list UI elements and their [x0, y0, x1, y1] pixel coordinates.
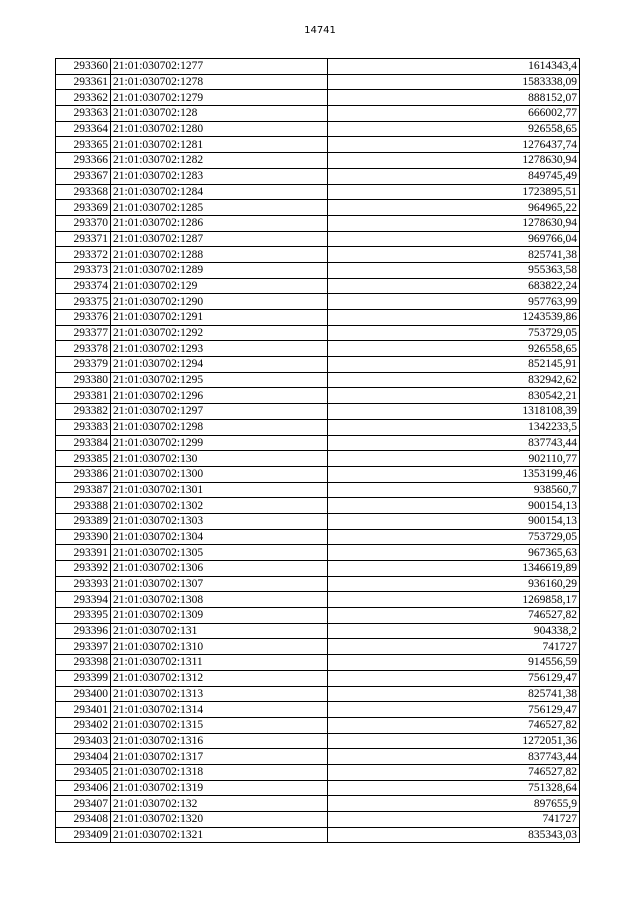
table-row [56, 670, 580, 686]
table-row [56, 90, 580, 106]
cadastral-number-cell: 21:01:030702:1321 [111, 827, 328, 843]
cadastral-value-cell: 914556,59 [328, 655, 580, 671]
row-number-cell: 293397 [56, 639, 111, 655]
row-number-cell: 293371 [56, 231, 111, 247]
row-number-cell: 293393 [56, 576, 111, 592]
row-number-cell: 293404 [56, 749, 111, 765]
row-number-cell: 293370 [56, 215, 111, 231]
cadastral-value-cell: 683822,24 [328, 278, 580, 294]
table-row [56, 592, 580, 608]
cadastral-value-cell: 1278630,94 [328, 215, 580, 231]
table-row [56, 529, 580, 545]
table-row [56, 686, 580, 702]
cadastral-value-cell: 1269858,17 [328, 592, 580, 608]
cadastral-number-cell: 21:01:030702:130 [111, 451, 328, 467]
cadastral-number-cell: 21:01:030702:1298 [111, 419, 328, 435]
row-number-cell: 293383 [56, 419, 111, 435]
cadastral-number-cell: 21:01:030702:1303 [111, 513, 328, 529]
cadastral-value-cell: 955363,58 [328, 262, 580, 278]
row-number-cell: 293399 [56, 670, 111, 686]
registry-table [55, 58, 580, 843]
row-number-cell: 293366 [56, 153, 111, 169]
cadastral-value-cell: 825741,38 [328, 686, 580, 702]
table-row [56, 451, 580, 467]
row-number-cell: 293360 [56, 59, 111, 75]
row-number-cell: 293408 [56, 812, 111, 828]
cadastral-value-cell: 849745,49 [328, 168, 580, 184]
table-row [56, 388, 580, 404]
cadastral-value-cell: 835343,03 [328, 827, 580, 843]
row-number-cell: 293402 [56, 717, 111, 733]
table-row [56, 262, 580, 278]
cadastral-value-cell: 1318108,39 [328, 404, 580, 420]
table-row [56, 294, 580, 310]
cadastral-value-cell: 756129,47 [328, 702, 580, 718]
cadastral-value-cell: 926558,65 [328, 121, 580, 137]
cadastral-value-cell: 926558,65 [328, 341, 580, 357]
row-number-cell: 293391 [56, 545, 111, 561]
row-number-cell: 293364 [56, 121, 111, 137]
table-row [56, 435, 580, 451]
cadastral-number-cell: 21:01:030702:1277 [111, 59, 328, 75]
cadastral-value-cell: 830542,21 [328, 388, 580, 404]
table-row [56, 215, 580, 231]
cadastral-value-cell: 904338,2 [328, 623, 580, 639]
table-row [56, 749, 580, 765]
table-row [56, 513, 580, 529]
table-row [56, 561, 580, 577]
row-number-cell: 293376 [56, 310, 111, 326]
cadastral-value-cell: 751328,64 [328, 780, 580, 796]
cadastral-number-cell: 21:01:030702:1293 [111, 341, 328, 357]
cadastral-number-cell: 21:01:030702:1297 [111, 404, 328, 420]
cadastral-number-cell: 21:01:030702:1310 [111, 639, 328, 655]
row-number-cell: 293361 [56, 74, 111, 90]
table-row [56, 278, 580, 294]
cadastral-value-cell: 936160,29 [328, 576, 580, 592]
cadastral-value-cell: 837743,44 [328, 435, 580, 451]
table-row [56, 655, 580, 671]
table-row [56, 247, 580, 263]
row-number-cell: 293384 [56, 435, 111, 451]
cadastral-value-cell: 964965,22 [328, 200, 580, 216]
cadastral-value-cell: 1278630,94 [328, 153, 580, 169]
table-row [56, 341, 580, 357]
table-row [56, 717, 580, 733]
cadastral-value-cell: 897655,9 [328, 796, 580, 812]
cadastral-number-cell: 21:01:030702:1285 [111, 200, 328, 216]
cadastral-value-cell: 1723895,51 [328, 184, 580, 200]
cadastral-value-cell: 938560,7 [328, 482, 580, 498]
cadastral-number-cell: 21:01:030702:1320 [111, 812, 328, 828]
table-row [56, 404, 580, 420]
cadastral-number-cell: 21:01:030702:1283 [111, 168, 328, 184]
row-number-cell: 293363 [56, 106, 111, 122]
table-row [56, 466, 580, 482]
cadastral-value-cell: 753729,05 [328, 325, 580, 341]
cadastral-number-cell: 21:01:030702:128 [111, 106, 328, 122]
row-number-cell: 293379 [56, 357, 111, 373]
table-row [56, 764, 580, 780]
table-row [56, 372, 580, 388]
cadastral-number-cell: 21:01:030702:1319 [111, 780, 328, 796]
registry-table-body [56, 59, 580, 843]
table-row [56, 733, 580, 749]
cadastral-number-cell: 21:01:030702:1311 [111, 655, 328, 671]
cadastral-number-cell: 21:01:030702:1316 [111, 733, 328, 749]
cadastral-number-cell: 21:01:030702:1309 [111, 608, 328, 624]
cadastral-number-cell: 21:01:030702:1307 [111, 576, 328, 592]
cadastral-number-cell: 21:01:030702:1294 [111, 357, 328, 373]
row-number-cell: 293405 [56, 764, 111, 780]
cadastral-number-cell: 21:01:030702:1305 [111, 545, 328, 561]
cadastral-number-cell: 21:01:030702:1299 [111, 435, 328, 451]
cadastral-number-cell: 21:01:030702:1295 [111, 372, 328, 388]
cadastral-number-cell: 21:01:030702:1304 [111, 529, 328, 545]
row-number-cell: 293409 [56, 827, 111, 843]
table-row [56, 827, 580, 843]
row-number-cell: 293401 [56, 702, 111, 718]
table-row [56, 184, 580, 200]
cadastral-value-cell: 746527,82 [328, 717, 580, 733]
row-number-cell: 293387 [56, 482, 111, 498]
cadastral-number-cell: 21:01:030702:1296 [111, 388, 328, 404]
cadastral-value-cell: 1276437,74 [328, 137, 580, 153]
table-row [56, 168, 580, 184]
row-number-cell: 293392 [56, 561, 111, 577]
row-number-cell: 293377 [56, 325, 111, 341]
table-row [56, 200, 580, 216]
cadastral-value-cell: 1272051,36 [328, 733, 580, 749]
cadastral-value-cell: 1243539,86 [328, 310, 580, 326]
cadastral-number-cell: 21:01:030702:1278 [111, 74, 328, 90]
row-number-cell: 293406 [56, 780, 111, 796]
table-row [56, 702, 580, 718]
cadastral-value-cell: 902110,77 [328, 451, 580, 467]
cadastral-value-cell: 969766,04 [328, 231, 580, 247]
row-number-cell: 293400 [56, 686, 111, 702]
cadastral-number-cell: 21:01:030702:1286 [111, 215, 328, 231]
table-row [56, 419, 580, 435]
row-number-cell: 293380 [56, 372, 111, 388]
row-number-cell: 293396 [56, 623, 111, 639]
cadastral-value-cell: 756129,47 [328, 670, 580, 686]
row-number-cell: 293368 [56, 184, 111, 200]
cadastral-value-cell: 746527,82 [328, 764, 580, 780]
cadastral-value-cell: 1353199,46 [328, 466, 580, 482]
cadastral-number-cell: 21:01:030702:1318 [111, 764, 328, 780]
row-number-cell: 293373 [56, 262, 111, 278]
table-row [56, 780, 580, 796]
table-row [56, 231, 580, 247]
cadastral-number-cell: 21:01:030702:1312 [111, 670, 328, 686]
table-row [56, 121, 580, 137]
cadastral-number-cell: 21:01:030702:1301 [111, 482, 328, 498]
cadastral-number-cell: 21:01:030702:1284 [111, 184, 328, 200]
row-number-cell: 293403 [56, 733, 111, 749]
row-number-cell: 293382 [56, 404, 111, 420]
table-row [56, 639, 580, 655]
row-number-cell: 293390 [56, 529, 111, 545]
cadastral-number-cell: 21:01:030702:1281 [111, 137, 328, 153]
cadastral-value-cell: 1614343,4 [328, 59, 580, 75]
row-number-cell: 293407 [56, 796, 111, 812]
row-number-cell: 293385 [56, 451, 111, 467]
table-row [56, 545, 580, 561]
row-number-cell: 293389 [56, 513, 111, 529]
table-row [56, 137, 580, 153]
cadastral-number-cell: 21:01:030702:1308 [111, 592, 328, 608]
cadastral-number-cell: 21:01:030702:1302 [111, 498, 328, 514]
cadastral-number-cell: 21:01:030702:1306 [111, 561, 328, 577]
row-number-cell: 293386 [56, 466, 111, 482]
row-number-cell: 293372 [56, 247, 111, 263]
cadastral-value-cell: 832942,62 [328, 372, 580, 388]
cadastral-number-cell: 21:01:030702:1282 [111, 153, 328, 169]
row-number-cell: 293381 [56, 388, 111, 404]
cadastral-number-cell: 21:01:030702:1300 [111, 466, 328, 482]
cadastral-number-cell: 21:01:030702:1288 [111, 247, 328, 263]
cadastral-value-cell: 900154,13 [328, 498, 580, 514]
row-number-cell: 293378 [56, 341, 111, 357]
table-row [56, 796, 580, 812]
table-row [56, 576, 580, 592]
cadastral-value-cell: 741727 [328, 639, 580, 655]
table-row [56, 357, 580, 373]
cadastral-value-cell: 852145,91 [328, 357, 580, 373]
cadastral-value-cell: 741727 [328, 812, 580, 828]
row-number-cell: 293395 [56, 608, 111, 624]
cadastral-value-cell: 753729,05 [328, 529, 580, 545]
table-row [56, 608, 580, 624]
cadastral-number-cell: 21:01:030702:1315 [111, 717, 328, 733]
cadastral-value-cell: 837743,44 [328, 749, 580, 765]
cadastral-number-cell: 21:01:030702:129 [111, 278, 328, 294]
row-number-cell: 293398 [56, 655, 111, 671]
cadastral-number-cell: 21:01:030702:1292 [111, 325, 328, 341]
row-number-cell: 293367 [56, 168, 111, 184]
cadastral-value-cell: 888152,07 [328, 90, 580, 106]
cadastral-number-cell: 21:01:030702:1279 [111, 90, 328, 106]
cadastral-value-cell: 900154,13 [328, 513, 580, 529]
cadastral-number-cell: 21:01:030702:1280 [111, 121, 328, 137]
row-number-cell: 293362 [56, 90, 111, 106]
cadastral-number-cell: 21:01:030702:1289 [111, 262, 328, 278]
table-row [56, 623, 580, 639]
cadastral-number-cell: 21:01:030702:132 [111, 796, 328, 812]
cadastral-value-cell: 825741,38 [328, 247, 580, 263]
row-number-cell: 293374 [56, 278, 111, 294]
table-row [56, 59, 580, 75]
page-number: 14741 [304, 25, 336, 36]
cadastral-number-cell: 21:01:030702:1287 [111, 231, 328, 247]
cadastral-number-cell: 21:01:030702:1313 [111, 686, 328, 702]
cadastral-number-cell: 21:01:030702:1291 [111, 310, 328, 326]
cadastral-number-cell: 21:01:030702:1290 [111, 294, 328, 310]
cadastral-number-cell: 21:01:030702:131 [111, 623, 328, 639]
row-number-cell: 293394 [56, 592, 111, 608]
table-row [56, 153, 580, 169]
row-number-cell: 293369 [56, 200, 111, 216]
cadastral-value-cell: 957763,99 [328, 294, 580, 310]
cadastral-value-cell: 1346619,89 [328, 561, 580, 577]
cadastral-number-cell: 21:01:030702:1314 [111, 702, 328, 718]
cadastral-number-cell: 21:01:030702:1317 [111, 749, 328, 765]
table-row [56, 325, 580, 341]
cadastral-value-cell: 1342233,5 [328, 419, 580, 435]
table-row [56, 482, 580, 498]
table-row [56, 74, 580, 90]
cadastral-value-cell: 1583338,09 [328, 74, 580, 90]
cadastral-value-cell: 967365,63 [328, 545, 580, 561]
cadastral-value-cell: 666002,77 [328, 106, 580, 122]
cadastral-value-cell: 746527,82 [328, 608, 580, 624]
table-row [56, 498, 580, 514]
row-number-cell: 293365 [56, 137, 111, 153]
table-row [56, 106, 580, 122]
row-number-cell: 293388 [56, 498, 111, 514]
table-row [56, 310, 580, 326]
table-row [56, 812, 580, 828]
row-number-cell: 293375 [56, 294, 111, 310]
